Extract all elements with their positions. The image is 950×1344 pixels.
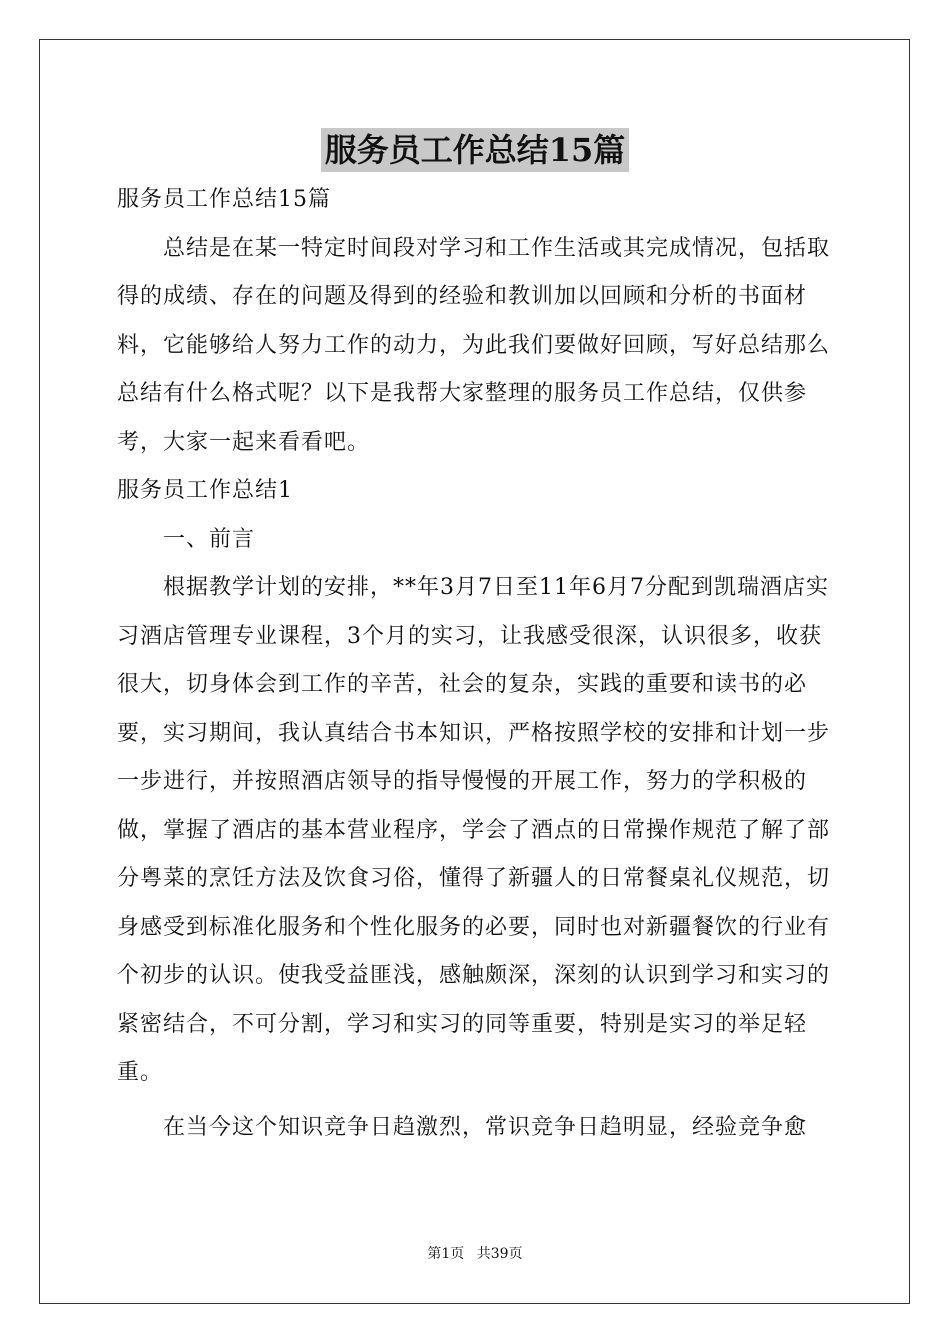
document-body [117, 176, 835, 1152]
section-heading: 服务员工作总结1 [117, 478, 293, 503]
title-container [0, 128, 950, 172]
subtitle: 服务员工作总结15篇 [117, 187, 331, 212]
page-total: 共39页 [476, 1246, 523, 1262]
document-title: 服务员工作总结15篇 [321, 128, 630, 172]
page-number: 第1页 [427, 1246, 465, 1262]
page-footer [0, 1243, 950, 1263]
section-subheading: 一、前言 [163, 526, 256, 552]
intro-paragraph: 总结是在某一特定时间段对学习和工作生活或其完成情况，包括取得的成绩、存在的问题及得到的经验和教训加以回顾和分析的书面材料，它能够给人努力工作的动力，为此我们要做好回顾，写好总结那么总结有什么格式呢？以下是我帮大家整理的服务员工作总结，仅供参考，大家一起来看看吧。 [117, 235, 831, 455]
body-paragraph-1: 根据教学计划的安排，**年3月7日至11年6月7分配到凯瑞酒店实习酒店管理专业课程，3个月的实习，让我感受很深，认识很多，收获很大，切身体会到工作的辛苦，社会的复杂，实践的重要和读书的必要，实习期间，我认真结合书本知识，严格按照学校的安排和计划一步一步进行，并按照酒店领导的指导慢慢的开展工作，努力的学积极的做，掌握了酒店的基本营业程序，学会了酒点的日常操作规范了解了部分粤菜的烹饪方法及饮食习俗，懂得了新疆人的日常餐桌礼仪规范，切身感受到标准化服务和个性化服务的必要，同时也对新疆餐饮的行业有个初步的认识。使我受益匪浅，感触颇深，深刻的认识到学习和实习的紧密结合，不可分割，学习和实习的同等重要，特别是实习的举足轻重。 [117, 575, 831, 1085]
body-paragraph-2: 在当今这个知识竞争日趋激烈，常识竞争日趋明显，经验竞争愈 [163, 1114, 808, 1140]
